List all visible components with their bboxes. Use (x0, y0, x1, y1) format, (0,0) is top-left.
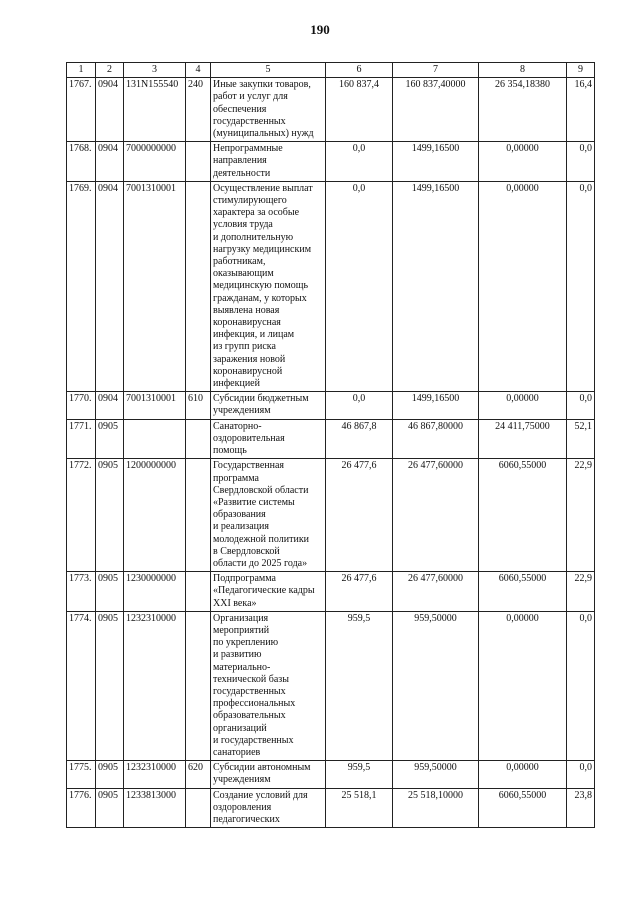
expense-type-cell (186, 181, 211, 391)
planned-amount-cell: 959,5 (326, 611, 393, 760)
item-name-cell: Субсидии бюджетным учреждениям (211, 392, 326, 419)
header-cell: 1 (67, 63, 96, 78)
execution-percent-cell: 0,0 (567, 142, 595, 182)
target-article-cell: 1233813000 (124, 788, 186, 828)
executed-amount-cell: 6060,55000 (479, 572, 567, 612)
table-row (67, 78, 595, 142)
header-cell: 8 (479, 63, 567, 78)
execution-percent-cell: 22,9 (567, 572, 595, 612)
expense-type-cell (186, 142, 211, 182)
header-cell: 7 (393, 63, 479, 78)
executed-amount-cell: 0,00000 (479, 761, 567, 788)
section-code-cell: 0904 (96, 142, 124, 182)
page-number: 190 (310, 22, 330, 37)
expense-type-cell: 240 (186, 78, 211, 142)
approved-amount-cell: 1499,16500 (393, 392, 479, 419)
header-cell: 5 (211, 63, 326, 78)
executed-amount-cell: 26 354,18380 (479, 78, 567, 142)
table-row (67, 419, 595, 459)
item-name-cell: Подпрограмма «Педагогические кадры XXI века» (211, 572, 326, 612)
execution-percent-cell: 0,0 (567, 761, 595, 788)
executed-amount-cell: 0,00000 (479, 181, 567, 391)
execution-percent-cell: 22,9 (567, 459, 595, 572)
table-row (67, 181, 595, 391)
target-article-cell (124, 419, 186, 459)
table-row (67, 392, 595, 419)
header-cell: 9 (567, 63, 595, 78)
planned-amount-cell: 26 477,6 (326, 459, 393, 572)
section-code-cell: 0905 (96, 788, 124, 828)
expense-type-cell (186, 419, 211, 459)
planned-amount-cell: 25 518,1 (326, 788, 393, 828)
approved-amount-cell: 1499,16500 (393, 181, 479, 391)
row-number-cell: 1771. (67, 419, 96, 459)
row-number-cell: 1776. (67, 788, 96, 828)
row-number-cell: 1768. (67, 142, 96, 182)
planned-amount-cell: 46 867,8 (326, 419, 393, 459)
executed-amount-cell: 0,00000 (479, 392, 567, 419)
row-number-cell: 1774. (67, 611, 96, 760)
approved-amount-cell: 160 837,40000 (393, 78, 479, 142)
approved-amount-cell: 25 518,10000 (393, 788, 479, 828)
section-code-cell: 0904 (96, 78, 124, 142)
row-number-cell: 1772. (67, 459, 96, 572)
row-number-cell: 1775. (67, 761, 96, 788)
table-row (67, 788, 595, 828)
section-code-cell: 0905 (96, 419, 124, 459)
section-code-cell: 0905 (96, 572, 124, 612)
target-article-cell: 131N155540 (124, 78, 186, 142)
item-name-cell: Государственная программа Свердловской области «Развитие системы образования и реализация молодежной политики в Свердловской области до 2025 года» (211, 459, 326, 572)
approved-amount-cell: 959,50000 (393, 611, 479, 760)
execution-percent-cell: 23,8 (567, 788, 595, 828)
target-article-cell: 1232310000 (124, 611, 186, 760)
budget-table (66, 62, 595, 828)
executed-amount-cell: 6060,55000 (479, 788, 567, 828)
header-cell: 3 (124, 63, 186, 78)
target-article-cell: 1232310000 (124, 761, 186, 788)
executed-amount-cell: 6060,55000 (479, 459, 567, 572)
table-row (67, 459, 595, 572)
table-row (67, 572, 595, 612)
planned-amount-cell: 26 477,6 (326, 572, 393, 612)
expense-type-cell (186, 459, 211, 572)
execution-percent-cell: 52,1 (567, 419, 595, 459)
target-article-cell: 7001310001 (124, 181, 186, 391)
planned-amount-cell: 0,0 (326, 392, 393, 419)
planned-amount-cell: 959,5 (326, 761, 393, 788)
target-article-cell: 1200000000 (124, 459, 186, 572)
section-code-cell: 0905 (96, 761, 124, 788)
planned-amount-cell: 0,0 (326, 142, 393, 182)
execution-percent-cell: 16,4 (567, 78, 595, 142)
item-name-cell: Санаторно- оздоровительная помощь (211, 419, 326, 459)
expense-type-cell (186, 611, 211, 760)
table-row (67, 761, 595, 788)
header-row (67, 63, 595, 78)
planned-amount-cell: 160 837,4 (326, 78, 393, 142)
item-name-cell: Непрограммные направления деятельности (211, 142, 326, 182)
execution-percent-cell: 0,0 (567, 611, 595, 760)
execution-percent-cell: 0,0 (567, 392, 595, 419)
header-cell: 4 (186, 63, 211, 78)
approved-amount-cell: 26 477,60000 (393, 572, 479, 612)
item-name-cell: Организация мероприятий по укреплению и развитию материально- технической базы государственных профессиональных образовательных организаций и государственных санаториев (211, 611, 326, 760)
row-number-cell: 1773. (67, 572, 96, 612)
execution-percent-cell: 0,0 (567, 181, 595, 391)
row-number-cell: 1769. (67, 181, 96, 391)
expense-type-cell: 610 (186, 392, 211, 419)
header-cell: 6 (326, 63, 393, 78)
executed-amount-cell: 0,00000 (479, 142, 567, 182)
table-row (67, 611, 595, 760)
approved-amount-cell: 26 477,60000 (393, 459, 479, 572)
planned-amount-cell: 0,0 (326, 181, 393, 391)
item-name-cell: Иные закупки товаров, работ и услуг для обеспечения государственных (муниципальных) нужд (211, 78, 326, 142)
item-name-cell: Осуществление выплат стимулирующего характера за особые условия труда и дополнительную нагрузку медицинским работникам, оказывающим медицинскую помощь гражданам, у которых выявлена новая коронавирусная инфекция, и лицам из групп риска заражения новой коронавирусной инфекцией (211, 181, 326, 391)
section-code-cell: 0905 (96, 459, 124, 572)
item-name-cell: Субсидии автономным учреждениям (211, 761, 326, 788)
target-article-cell: 7001310001 (124, 392, 186, 419)
expense-type-cell: 620 (186, 761, 211, 788)
approved-amount-cell: 46 867,80000 (393, 419, 479, 459)
section-code-cell: 0904 (96, 181, 124, 391)
table-row (67, 142, 595, 182)
section-code-cell: 0904 (96, 392, 124, 419)
header-cell: 2 (96, 63, 124, 78)
section-code-cell: 0905 (96, 611, 124, 760)
expense-type-cell (186, 788, 211, 828)
approved-amount-cell: 959,50000 (393, 761, 479, 788)
target-article-cell: 7000000000 (124, 142, 186, 182)
row-number-cell: 1767. (67, 78, 96, 142)
expense-type-cell (186, 572, 211, 612)
approved-amount-cell: 1499,16500 (393, 142, 479, 182)
executed-amount-cell: 24 411,75000 (479, 419, 567, 459)
target-article-cell: 1230000000 (124, 572, 186, 612)
item-name-cell: Создание условий для оздоровления педагогических (211, 788, 326, 828)
row-number-cell: 1770. (67, 392, 96, 419)
executed-amount-cell: 0,00000 (479, 611, 567, 760)
